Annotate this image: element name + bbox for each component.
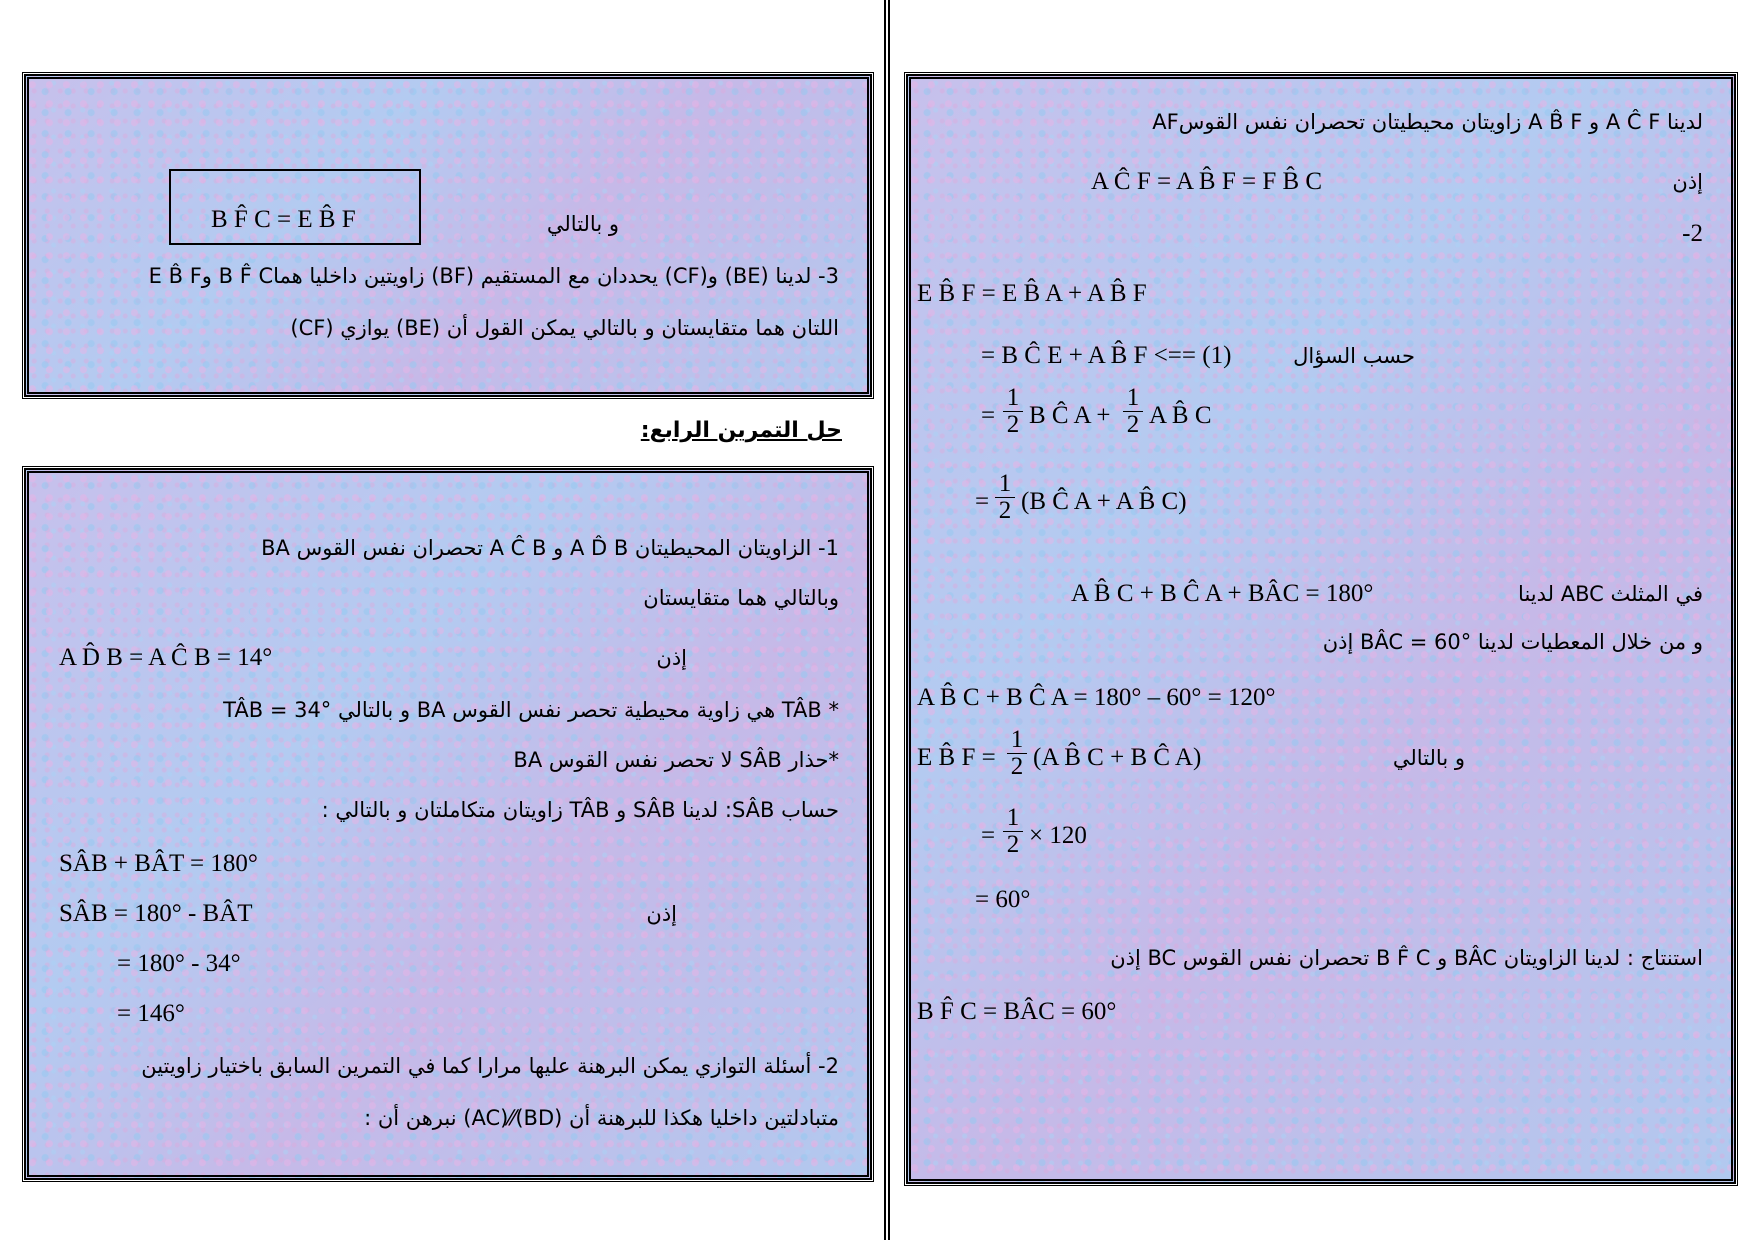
right-eq-triangle-sum: A B̂ C + B Ĉ A + BÂC = 180° [1071,580,1374,607]
ex4-eq-result: = 146° [117,1000,185,1027]
exercise-4-heading: حل التمرين الرابع: [640,418,842,443]
right-fraction-4: $\frac{1}{2}$ [1007,727,1027,780]
ex4-tab-line: * TÂB هي زاوية محيطية تحصر نفس القوس BA و بالتالي TÂB = 34° [223,698,839,722]
right-final-equation: B F̂ C = BÂC = 60° [917,998,1117,1025]
right-in-triangle: في المثلث ABC لدينا [1518,582,1703,606]
ex4-therefore-2: إذن [646,902,677,926]
ex4-eq-step: = 180° - 34° [117,950,241,977]
right-eq-ebf-half-a: E B̂ F = [917,744,996,771]
right-eq-step-3-eq: = [975,488,990,515]
right-box [906,74,1736,1184]
right-eq-step-3-end: (B Ĉ A + A B̂ C) [1021,488,1187,515]
right-q2-number: -2 [1682,220,1703,247]
right-and-therefore: و بالتالي [1392,746,1465,770]
right-fraction-1: $\frac{1}{2}$ [1003,385,1023,438]
ex4-q2-line-1: 2- أسئلة التوازي يمكن البرهنة عليها مرارا كما في التمرين السابق باختيار زاويتين [141,1054,839,1078]
and-therefore-label: و بالتالي [546,212,619,236]
ex4-q1-line-1: 1- الزاويتان المحيطيتان A D̂ B و A Ĉ B تحصران نفس القوس BA [261,536,839,560]
right-eq-acf: A Ĉ F = A B̂ F = F B̂ C [1091,168,1323,195]
right-eq-ebf: E B̂ F = E B̂ A + A B̂ F [917,280,1147,307]
boxed-equation: B F̂ C = E B̂ F [211,206,356,233]
q3-line-2: اللتان هما متقايستان و بالتالي يمكن القول أن (BE) يوازي (CF) [290,316,839,340]
right-eq-step-2-mid: B Ĉ A + [1029,402,1111,429]
right-eq-step-1: = B Ĉ E + A B̂ F <== (1) [981,342,1232,369]
right-fraction-3: $\frac{1}{2}$ [995,471,1015,524]
right-eq-ebf-half-b: (A B̂ C + B Ĉ A) [1033,744,1202,771]
right-eq-120: A B̂ C + B Ĉ A = 180° – 60° = 120° [917,684,1276,711]
result-box [169,169,421,245]
q3-line-1: 3- لدينا (BE) و(CF) يحددان مع المستقيم (BF) زاويتين داخليا هماB F̂ C وE B̂ F [148,264,839,288]
right-given-bac: و من خلال المعطيات لدينا BÂC = 60° إذن [1322,630,1703,654]
ex4-q2-line-2: متبادلتين داخليا هكذا للبرهنة أن (BD)⁄⁄(AC) نبرهن أن : [364,1106,839,1130]
ex4-therefore-1: إذن [656,646,687,670]
right-therefore-1: إذن [1672,170,1703,194]
right-eq-step-2-end: A B̂ C [1149,402,1212,429]
right-according-to-question: حسب السؤال [1293,344,1415,368]
right-line-1: لدينا A Ĉ F و A B̂ F زاويتان محيطيتان تحصران نفس القوسAF [1152,110,1703,134]
right-eq-60: = 60° [975,886,1031,913]
ex4-warning-line: *حذار SÂB لا تحصر نفس القوس BA [513,748,839,772]
ex4-eq-sab: SÂB = 180° - BÂT [59,900,253,927]
right-conclusion: استنتاج : لدينا الزاويتان BÂC و B F̂ C تحصران نفس القوس BC إذن [1110,946,1703,970]
ex4-eq-sum: SÂB + BÂT = 180° [59,850,258,877]
left-top-box [24,74,872,397]
left-bottom-box [24,468,872,1180]
column-divider [884,0,890,1240]
ex4-equation-adb: A D̂ B = A Ĉ B = 14° [59,644,273,671]
ex4-q1-line-2: وبالتالي هما متقايستان [643,586,839,610]
ex4-sab-calc-intro: حساب SÂB: لدينا SÂB و TÂB زاويتان متكاملتان و بالتالي : [321,798,839,822]
right-eq-times-b: × 120 [1029,822,1087,849]
right-fraction-5: $\frac{1}{2}$ [1003,805,1023,858]
right-eq-times-a: = [981,822,996,849]
right-eq-step-2-eq: = [981,402,996,429]
right-fraction-2: $\frac{1}{2}$ [1123,385,1143,438]
